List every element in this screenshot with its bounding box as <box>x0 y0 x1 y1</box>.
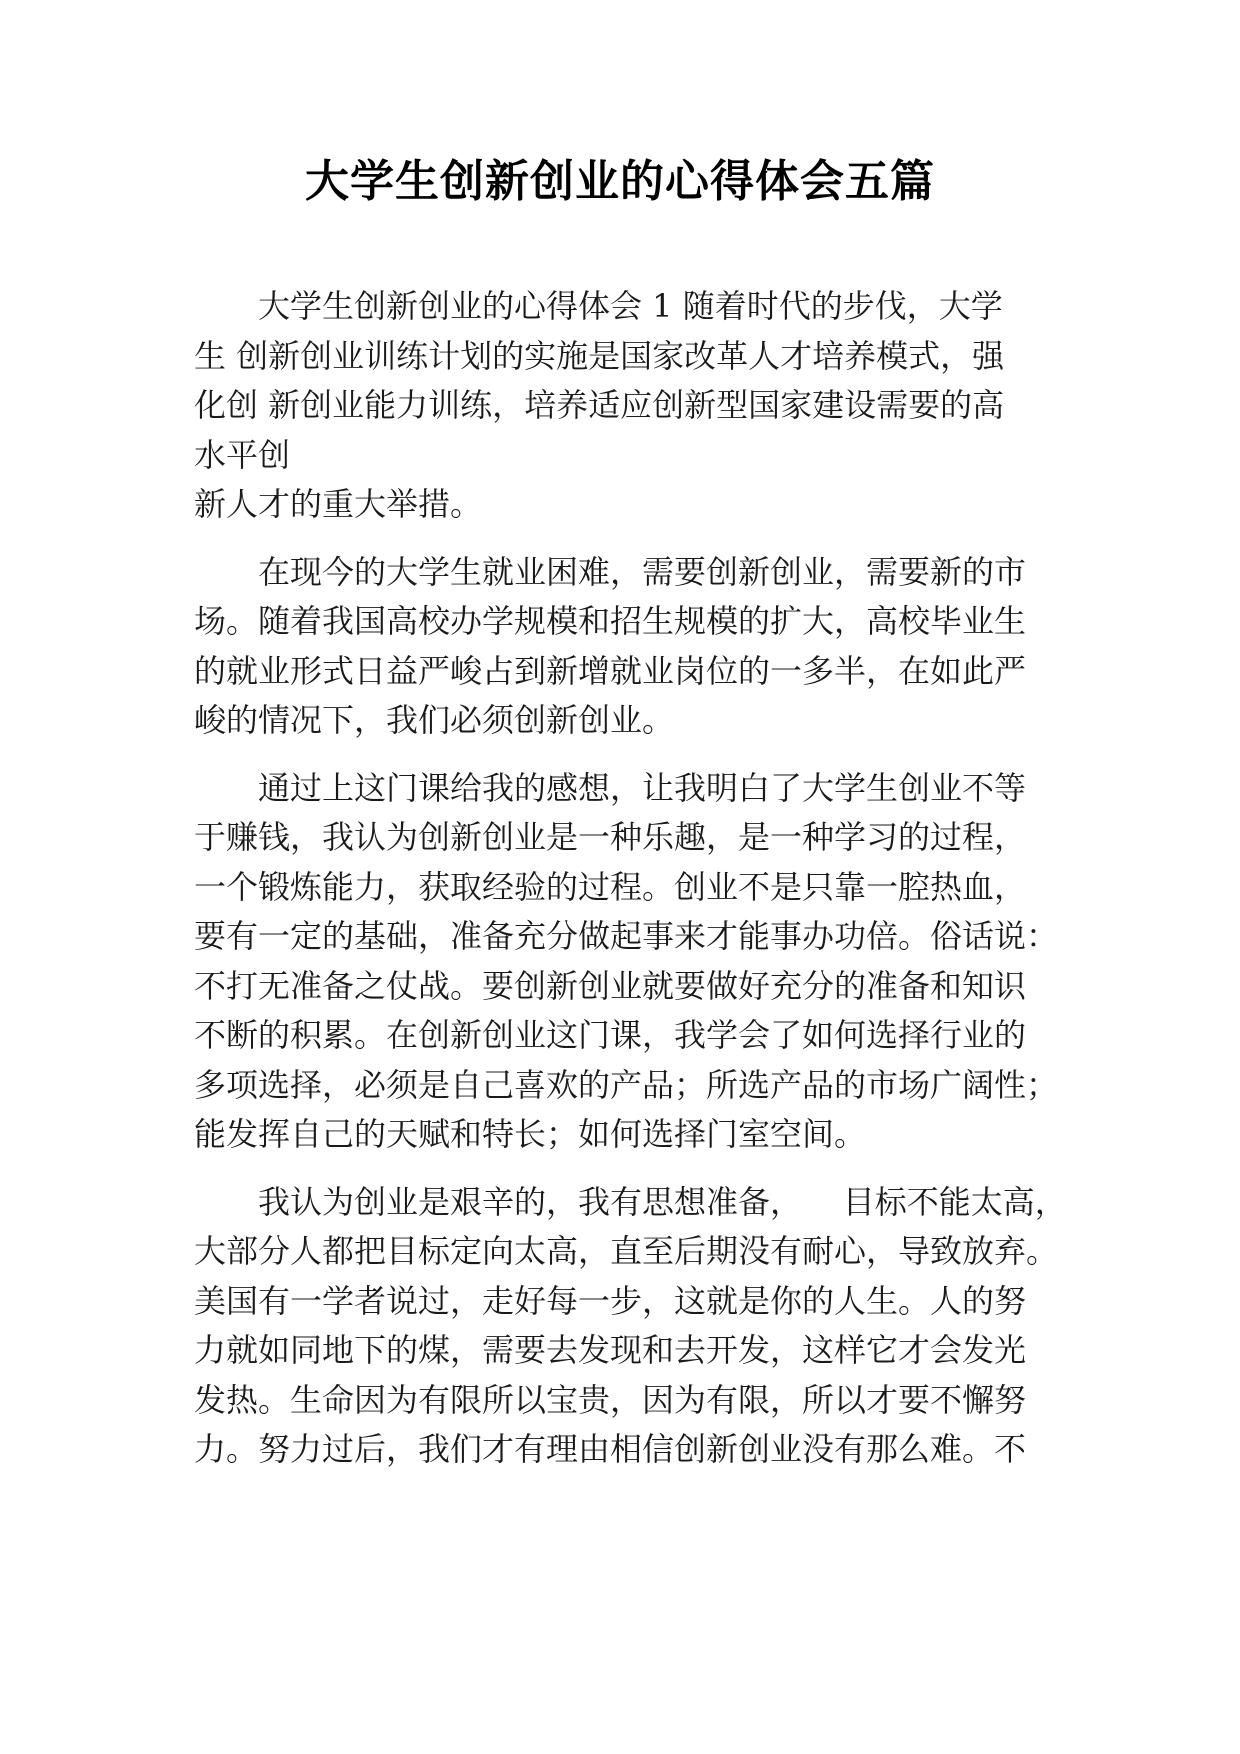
paragraph-line: 通过上这门课给我的感想，让我明白了大学生创业不等 <box>258 768 1027 807</box>
paragraph-line: 在现今的大学生就业困难，需要创新创业，需要新的市 <box>258 552 1027 591</box>
paragraph-line: 要有一定的基础，准备充分做起事来才能事办功倍。俗话说： <box>194 917 1059 955</box>
paragraph-line: 一个锻炼能力，获取经验的过程。创业不是只靠一腔热血， <box>194 867 1027 906</box>
paragraph-3 <box>194 764 1064 1160</box>
document-body <box>194 282 1067 1493</box>
paragraph-line: 不打无准备之仗战。要创新创业就要做好充分的准备和知识 <box>194 966 1027 1005</box>
paragraph-1 <box>194 282 1064 530</box>
paragraph-line: 力。努力过后，我们才有理由相信创新创业没有那么难。不 <box>194 1430 1027 1468</box>
paragraph-line: 于赚钱，我认为创新创业是一种乐趣，是一种学习的过程， <box>194 818 1027 856</box>
paragraph-line: 大部分人都把目标定向太高，直至后期没有耐心，导致放弃。 <box>194 1232 1059 1270</box>
paragraph-4 <box>194 1178 1067 1475</box>
paragraph-line: 不断的积累。在创新创业这门课，我学会了如何选择行业的 <box>194 1016 1027 1054</box>
paragraph-line: 我认为创业是艰辛的，我有思想准备， 目标不能太高， <box>258 1182 1067 1221</box>
paragraph-line: 峻的情况下，我们必须创新创业。 <box>194 701 675 739</box>
paragraph-line: 发热。生命因为有限所以宝贵，因为有限，所以才要不懈努 <box>194 1380 1027 1419</box>
paragraph-line: 美国有一学者说过，走好每一步，这就是你的人生。人的努 <box>194 1281 1027 1320</box>
paragraph-line: 场。随着我国高校办学规模和招生规模的扩大，高校毕业生 <box>194 602 1027 640</box>
paragraph-line: 的就业形式日益严峻占到新增就业岗位的一多半，在如此严 <box>194 651 1027 690</box>
paragraph-line: 大学生创新创业的心得体会 1 随着时代的步伐，大学 <box>258 287 1003 325</box>
paragraph-line: 新人才的重大举措。 <box>194 485 483 523</box>
paragraph-line: 多项选择，必须是自己喜欢的产品；所选产品的市场广阔性； <box>194 1065 1059 1104</box>
paragraph-line: 力就如同地下的煤，需要去发现和去开发，这样它才会发光 <box>194 1331 1027 1369</box>
paragraph-line: 能发挥自己的天赋和特长；如何选择门室空间。 <box>194 1115 867 1153</box>
paragraph-line: 水平创 <box>194 435 291 474</box>
paragraph-line: 化创 新创业能力训练，培养适应创新型国家建设需要的高 <box>194 386 1005 424</box>
paragraph-2 <box>194 548 1064 746</box>
document-title: 大学生创新创业的心得体会五篇 <box>305 156 935 207</box>
paragraph-line: 生 创新创业训练计划的实施是国家改革人才培养模式，强 <box>194 336 1005 375</box>
